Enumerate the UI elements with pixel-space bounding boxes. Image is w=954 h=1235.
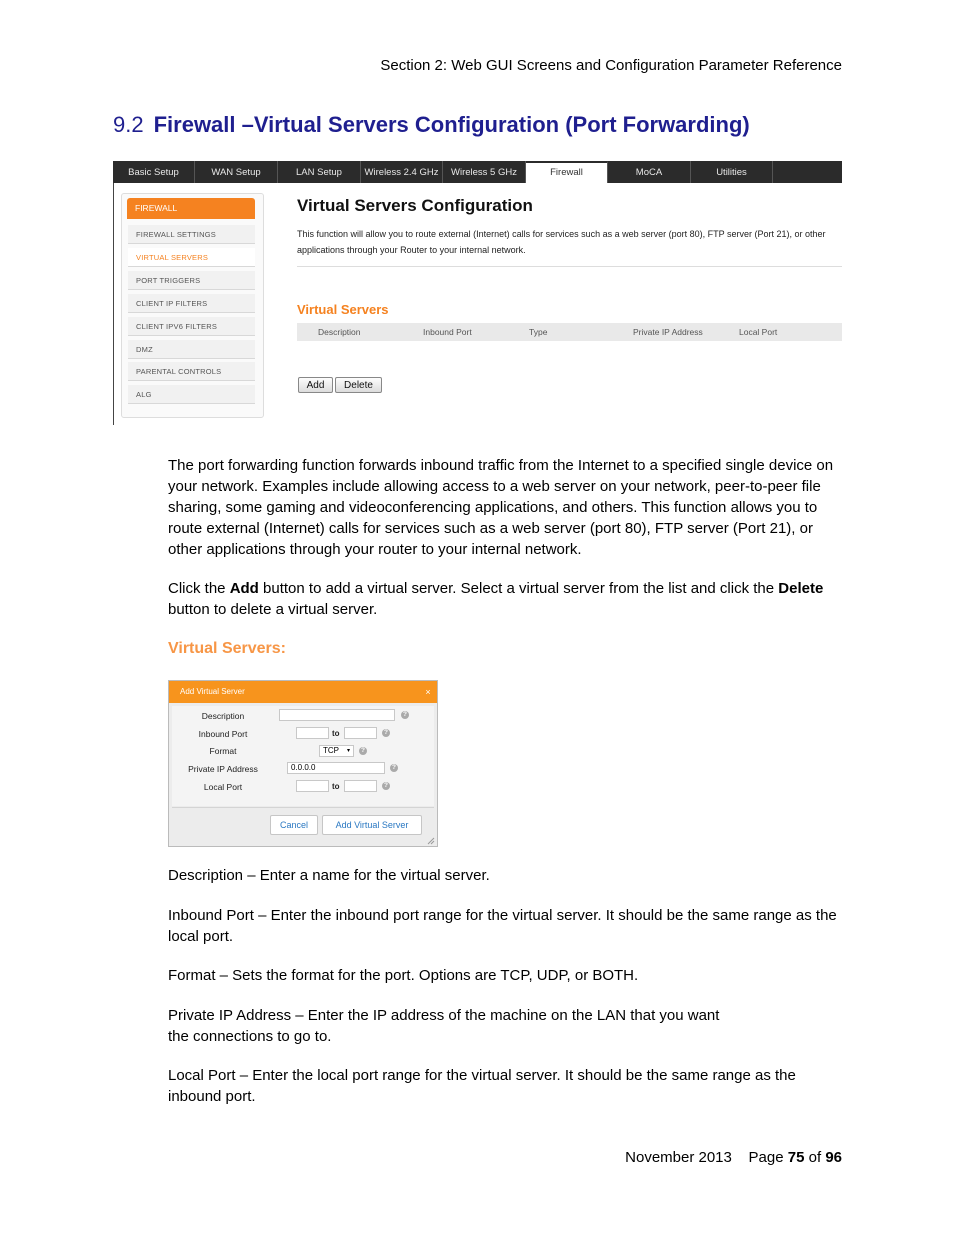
local-port-start-input[interactable] bbox=[296, 780, 329, 792]
section-number: 9.2 bbox=[113, 112, 144, 137]
label-local-port: Local Port bbox=[203, 782, 243, 792]
dialog-divider bbox=[172, 807, 434, 808]
tab-wireless-5[interactable]: Wireless 5 GHz bbox=[443, 161, 526, 183]
page-title: Virtual Servers Configuration bbox=[297, 196, 533, 215]
help-icon[interactable]: ? bbox=[382, 729, 390, 737]
column-local-port: Local Port bbox=[739, 327, 778, 337]
tab-firewall[interactable]: Firewall bbox=[526, 161, 608, 183]
column-type: Type bbox=[529, 327, 548, 337]
section-heading bbox=[113, 112, 750, 138]
label-private-ip: Private IP Address bbox=[188, 764, 258, 774]
delete-keyword: Delete bbox=[778, 580, 824, 597]
dialog-title: Add Virtual Server bbox=[169, 681, 437, 703]
help-icon[interactable]: ? bbox=[359, 747, 367, 755]
sidebar-item-client-ipv6-filters[interactable]: CLIENT IPV6 FILTERS bbox=[128, 317, 255, 336]
sidebar-item-firewall-settings[interactable]: FIREWALL SETTINGS bbox=[128, 225, 255, 244]
format-field-text: Format – Sets the format for the port. Options are TCP, UDP, or BOTH. bbox=[168, 967, 639, 984]
sidebar-item-port-triggers[interactable]: PORT TRIGGERS bbox=[128, 271, 255, 290]
chevron-down-icon: ▾ bbox=[346, 748, 350, 754]
click-instructions: Click the Add button to add a virtual server. Select a virtual server from the list and click the Delete button to delete a virtual server. bbox=[168, 580, 824, 618]
close-icon[interactable]: × bbox=[425, 687, 431, 697]
sidebar-item-virtual-servers[interactable]: VIRTUAL SERVERS bbox=[128, 248, 255, 267]
tab-wireless-24[interactable]: Wireless 2.4 GHz bbox=[361, 161, 443, 183]
add-virtual-server-button[interactable]: Add Virtual Server bbox=[322, 815, 422, 835]
divider bbox=[297, 266, 842, 267]
private-ip-field-text: Private IP Address – Enter the IP address of the machine on the LAN that you want the connections to go to. bbox=[168, 1007, 720, 1045]
table-title: Virtual Servers bbox=[297, 302, 389, 317]
to-label: to bbox=[332, 782, 340, 791]
screenshot-border bbox=[113, 183, 114, 425]
description-field-text: Description – Enter a name for the virtual server. bbox=[168, 867, 490, 884]
format-value: TCP bbox=[323, 746, 339, 755]
sidebar-header: FIREWALL bbox=[127, 198, 255, 219]
label-description: Description bbox=[201, 711, 245, 721]
sidebar-item-alg[interactable]: ALG bbox=[128, 385, 255, 404]
format-select[interactable] bbox=[319, 745, 354, 757]
intro-paragraph: The port forwarding function forwards inbound traffic from the Internet to a specified single device on your network. Examples include allowing access to a web server on your network, peer-to-peer file sharing, some gaming and videoconferencing applications, and others. This function allows you to route external (Internet) calls for services such as a web server (port 80), FTP server (Port 21), or other applications through your router to your internal network. bbox=[168, 457, 834, 558]
resize-grip-icon[interactable] bbox=[427, 837, 435, 845]
virtual-servers-heading: Virtual Servers: bbox=[168, 640, 286, 657]
local-port-end-input[interactable] bbox=[344, 780, 377, 792]
cancel-button[interactable]: Cancel bbox=[270, 815, 318, 835]
label-format: Format bbox=[209, 746, 237, 756]
column-inbound-port: Inbound Port bbox=[423, 327, 472, 337]
label-inbound-port: Inbound Port bbox=[198, 729, 248, 739]
to-label: to bbox=[332, 729, 340, 738]
inbound-port-end-input[interactable] bbox=[344, 727, 377, 739]
sidebar-item-dmz[interactable]: DMZ bbox=[128, 340, 255, 359]
tab-moca[interactable]: MoCA bbox=[608, 161, 691, 183]
help-icon[interactable]: ? bbox=[401, 711, 409, 719]
private-ip-input[interactable]: 0.0.0.0 bbox=[287, 762, 385, 774]
page-number: 75 bbox=[787, 1149, 805, 1166]
tab-lan-setup[interactable]: LAN Setup bbox=[278, 161, 361, 183]
page-footer: November 2013 Page 75 of 96 bbox=[625, 1149, 842, 1166]
add-button[interactable]: Add bbox=[298, 377, 333, 393]
page-description: This function will allow you to route external (Internet) calls for services such as a web server (port 80), FTP server (Port 21), or other applications through your Router to your internal network. bbox=[297, 229, 826, 255]
section-title: Firewall –Virtual Servers Configuration (Port Forwarding) bbox=[153, 112, 750, 137]
add-keyword: Add bbox=[229, 580, 259, 597]
sidebar-item-client-ip-filters[interactable]: CLIENT IP FILTERS bbox=[128, 294, 255, 313]
help-icon[interactable]: ? bbox=[390, 764, 398, 772]
tab-utilities[interactable]: Utilities bbox=[691, 161, 773, 183]
help-icon[interactable]: ? bbox=[382, 782, 390, 790]
tab-basic-setup[interactable]: Basic Setup bbox=[113, 161, 195, 183]
column-description: Description bbox=[318, 327, 361, 337]
section-header: Section 2: Web GUI Screens and Configuration Parameter Reference bbox=[380, 57, 842, 74]
nav-tab-bar bbox=[113, 161, 842, 183]
inbound-port-field-text: Inbound Port – Enter the inbound port range for the virtual server. It should be the same range as the local port. bbox=[168, 907, 837, 945]
sidebar-item-parental-controls[interactable]: PARENTAL CONTROLS bbox=[128, 362, 255, 381]
inbound-port-start-input[interactable] bbox=[296, 727, 329, 739]
footer-date: November 2013 bbox=[625, 1149, 732, 1166]
local-port-field-text: Local Port – Enter the local port range for the virtual server. It should be the same range as the inbound port. bbox=[168, 1067, 796, 1105]
column-private-ip: Private IP Address bbox=[633, 327, 703, 337]
description-input[interactable] bbox=[279, 709, 395, 721]
tab-wan-setup[interactable]: WAN Setup bbox=[195, 161, 278, 183]
page-total: 96 bbox=[825, 1149, 842, 1166]
delete-button[interactable]: Delete bbox=[335, 377, 382, 393]
